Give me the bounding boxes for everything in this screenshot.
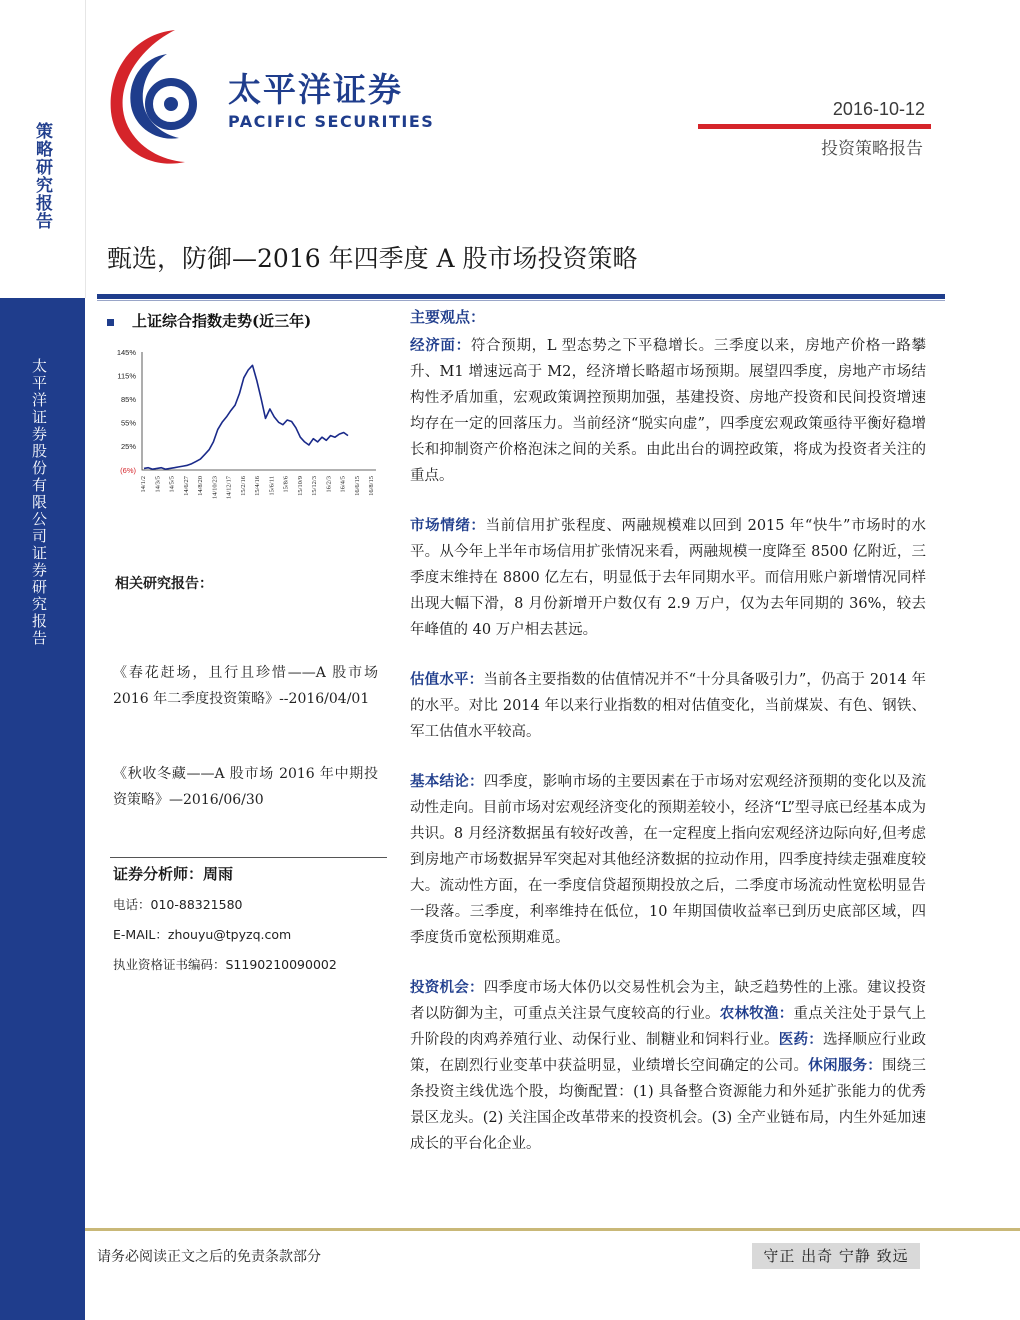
logo-text-cn: 太平洋证券 xyxy=(228,70,403,109)
chart-heading-text: 上证综合指数走势(近三年) xyxy=(132,312,312,330)
company-logo xyxy=(105,20,445,170)
company-vertical: 太平洋证券股份有限公司证券研究报告 xyxy=(30,358,48,647)
leisure-text: 围绕三条投资主线优选个股，均衡配置：(1) 具备整合资源能力和外延扩张能力的优秀景区龙头。(2) 关注国企改革带来的投资机会。(3) 全产业链布局，内生外延加速成长的平台化企业。 xyxy=(410,1058,926,1152)
leisure-label: 休闲服务： xyxy=(808,1057,882,1074)
x-tick-label: 15/12/3 xyxy=(311,476,318,496)
report-date: 2016-10-12 xyxy=(832,99,925,119)
footer-motto: 守正 出奇 宁静 致远 xyxy=(752,1243,920,1269)
economy-label: 经济面： xyxy=(410,337,471,354)
y-tick-label: 25% xyxy=(120,441,136,451)
agri-text: 重点关注处于景气上升阶段的肉鸡养殖行业、动保行业、制糖业和饲料行业。 xyxy=(410,1006,926,1048)
economy-text: 符合预期，L 型态势之下平稳增长。三季度以来，房地产价格一路攀升、M1 增速远高于 M2，经济增长略超市场预期。展望四季度，房地产市场结构性矛盾加重，宏观政策调控预期加强，基建投资、房地产投资和民间投资增速均存在一定的回落压力。当前经济“脱实向虚”，四季度宏观政策亟待平衡好稳增长和抑制资产价格泡沫之间的关系。由此出台的调控政策，将成为投资者关注的重点。 xyxy=(410,338,926,484)
sentiment-text: 当前信用扩张程度、两融规模难以回到 2015 年“快牛”市场时的水平。从今年上半年市场信用扩张情况来看，两融规模一度降至 8500 亿附近，三季度末维持在 8800 亿左右，明显低于去年同期水平。而信用账户新增情况同样出现大幅下滑，8 月份新增开户数仅有 2.9 万户，仅为去年同期的 36%，较去年峰值的 40 万户相去甚远。 xyxy=(410,518,926,638)
valuation-paragraph xyxy=(410,667,926,745)
related-report-item[interactable]: 《秋收冬藏——A 股市场 2016 年中期投资策略》—2016/06/30 xyxy=(113,766,378,808)
y-tick-label: 85% xyxy=(120,394,136,404)
x-tick-label: 14/1/2 xyxy=(140,476,147,493)
analyst-email[interactable]: E-MAIL：zhouyu@tpyzq.com xyxy=(113,927,292,942)
x-tick-label: 14/6/27 xyxy=(182,476,190,496)
y-tick-label: (6%) xyxy=(120,466,136,475)
logo-mark-icon xyxy=(105,20,225,170)
economy-paragraph xyxy=(410,333,926,489)
report-type: 投资策略报告 xyxy=(821,139,923,159)
x-tick-label: 14/10/23 xyxy=(211,476,219,500)
sidebar-top xyxy=(0,0,86,298)
title-rule xyxy=(97,294,945,299)
title-rule-thin xyxy=(97,300,945,301)
conclusion-label: 基本结论： xyxy=(410,773,484,790)
y-tick-label: 55% xyxy=(120,418,136,428)
x-tick-label: 15/10/9 xyxy=(296,476,304,496)
y-tick-label: 115% xyxy=(117,371,136,381)
page-title: 甄选，防御—2016 年四季度 A 股市场投资策略 xyxy=(107,244,638,273)
footer-disclaimer[interactable]: 请务必阅读正文之后的免责条款部分 xyxy=(97,1249,321,1265)
x-tick-label: 16/6/15 xyxy=(353,476,361,496)
bullet-square-icon xyxy=(107,319,114,326)
agri-label: 农林牧渔： xyxy=(719,1005,794,1022)
analyst-phone: 电话：010-88321580 xyxy=(113,897,243,912)
sentiment-paragraph xyxy=(410,513,926,643)
x-tick-label: 14/8/20 xyxy=(197,476,204,496)
opportunity-paragraph xyxy=(410,975,926,1157)
pharma-text: 选择顺应行业政策，在剧烈行业变革中获益明显，业绩增长空间确定的公司。 xyxy=(410,1032,926,1074)
x-tick-label: 16/4/5 xyxy=(339,476,347,493)
sentiment-label: 市场情绪： xyxy=(410,517,486,534)
report-category-vertical: 策略研究报告 xyxy=(32,122,52,230)
pharma-label: 医药： xyxy=(778,1031,823,1048)
logo-text-en: PACIFIC SECURITIES xyxy=(228,112,435,131)
series-line xyxy=(144,365,348,469)
footer-rule xyxy=(85,1228,1020,1231)
x-tick-label: 16/2/3 xyxy=(325,476,333,493)
opportunity-text: 四季度市场大体仍以交易性机会为主，缺乏趋势性的上涨。建议投资者以防御为主，可重点关注景气度较高的行业。 xyxy=(410,980,926,1022)
x-tick-label: 15/6/11 xyxy=(268,476,276,496)
x-tick-label: 14/5/5 xyxy=(168,476,176,493)
analyst-name: 证券分析师：周雨 xyxy=(113,865,234,883)
chart-heading xyxy=(107,310,311,331)
x-tick-label: 15/8/6 xyxy=(282,476,290,493)
valuation-text: 当前各主要指数的估值情况并不“十分具备吸引力”，仍高于 2014 年的水平。对比 2014 年以来行业指数的相对估值变化，当前煤炭、有色、钢铁、军工估值水平较高。 xyxy=(410,672,927,740)
valuation-label: 估值水平： xyxy=(410,671,484,688)
conclusion-text: 四季度，影响市场的主要因素在于市场对宏观经济预期的变化以及流动性走向。目前市场对宏观经济变化的预期差较小，经济“L”型寻底已经基本成为共识。8 月经济数据虽有较好改善，在一定程度上指向宏观经济边际向好,但考虑到房地产市场数据异军突起对其他经济数据的拉动作用，四季度持续走强难度较大。流动性方面，在一季度信贷超预期投放之后，二季度市场流动性宽松明显告一段落。三季度，利率维持在低位，10 年期国债收益率已到历史底部区域，四季度货币宽松预期难觅。 xyxy=(410,774,926,946)
related-report-item[interactable]: 《春花赶场，且行且珍惜——A 股市场 2016 年二季度投资策略》--2016/04/01 xyxy=(113,665,378,707)
x-tick-label: 15/4/16 xyxy=(254,476,261,496)
sidebar-bottom xyxy=(0,298,85,1320)
date-accent-bar xyxy=(698,124,931,129)
conclusion-paragraph xyxy=(410,769,926,951)
x-tick-label: 15/2/16 xyxy=(239,476,247,496)
chart-axis xyxy=(142,352,376,470)
x-tick-label: 16/8/15 xyxy=(368,476,375,496)
index-chart xyxy=(108,340,380,510)
opportunity-label: 投资机会： xyxy=(410,979,484,996)
y-tick-label: 145% xyxy=(116,348,136,357)
x-tick-label: 14/3/5 xyxy=(154,476,162,493)
related-heading: 相关研究报告： xyxy=(115,576,213,592)
analyst-divider xyxy=(110,857,387,858)
viewpoints-heading: 主要观点： xyxy=(410,308,486,326)
analyst-license: 执业资格证书编码：S1190210090002 xyxy=(113,957,337,972)
viewpoints-section xyxy=(410,306,926,1181)
x-tick-label: 14/12/17 xyxy=(225,476,233,500)
